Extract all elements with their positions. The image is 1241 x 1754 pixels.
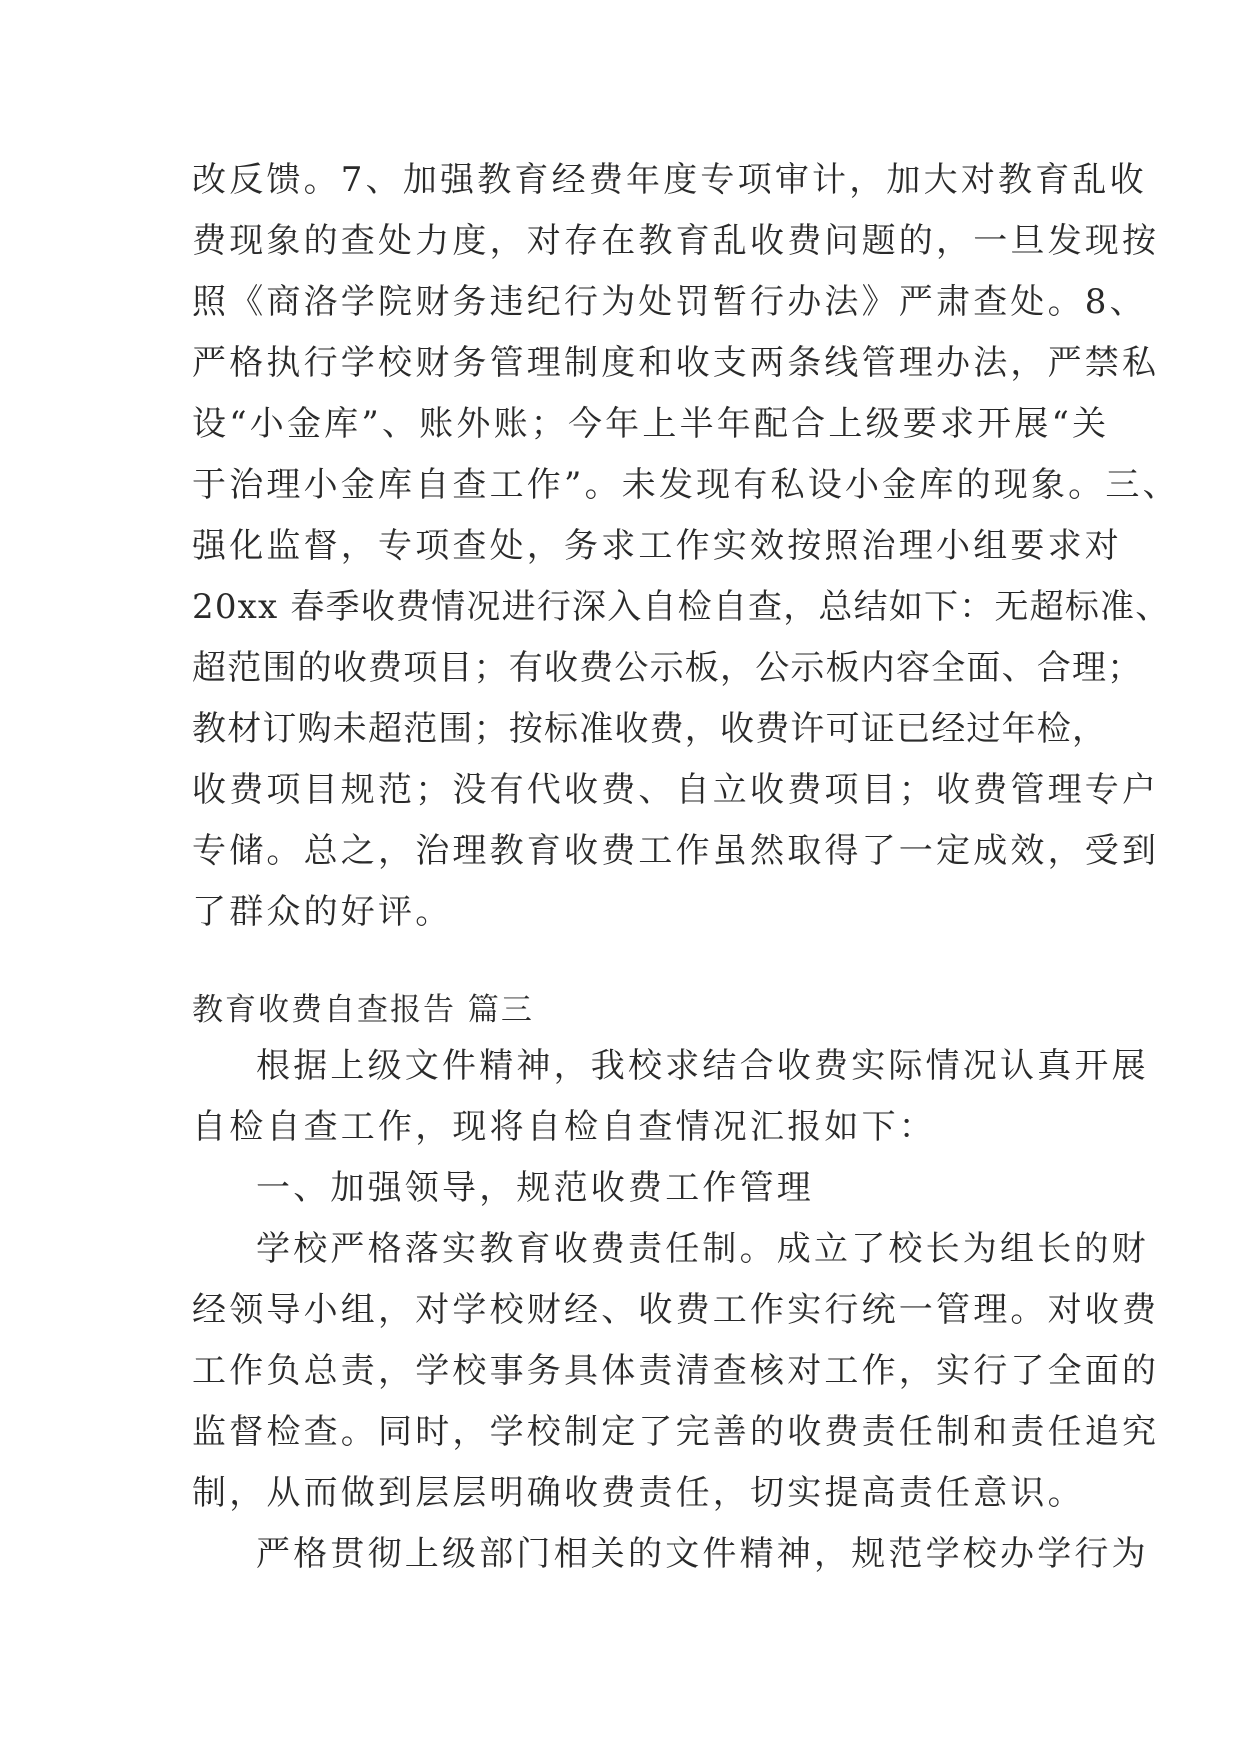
- section-line: 制，从而做到层层明确收费责任，切实提高责任意识。: [192, 1473, 1085, 1513]
- section-line: 监督检查。同时，学校制定了完善的收费责任制和责任追究: [192, 1412, 1160, 1452]
- section-line: 经领导小组，对学校财经、收费工作实行统一管理。对收费: [192, 1290, 1160, 1330]
- body-line: 了群众的好评。: [192, 892, 453, 932]
- body-line: 强化监督，专项查处，务求工作实效按照治理小组要求对: [192, 526, 1122, 566]
- body-line: 设“小金库”、账外账；今年上半年配合上级要求开展“关: [192, 404, 1110, 444]
- section-line: 学校严格落实教育收费责任制。成立了校长为组长的财: [256, 1229, 1149, 1269]
- section-subheading: 一、加强领导，规范收费工作管理: [256, 1168, 814, 1208]
- body-line: 改反馈。7、加强教育经费年度专项审计，加大对教育乱收: [192, 160, 1147, 200]
- body-line: 于治理小金库自查工作”。未发现有私设小金库的现象。三、: [192, 465, 1180, 505]
- body-line: 费现象的查处力度，对存在教育乱收费问题的，一旦发现按: [192, 221, 1160, 261]
- section-line: 工作负总责，学校事务具体责清查核对工作，实行了全面的: [192, 1351, 1160, 1391]
- body-line: 专储。总之，治理教育收费工作虽然取得了一定成效，受到: [192, 831, 1160, 871]
- section-line: 自检自查工作，现将自检自查情况汇报如下：: [192, 1107, 936, 1147]
- body-line: 严格执行学校财务管理制度和收支两条线管理办法，严禁私: [192, 343, 1160, 383]
- body-line: 超范围的收费项目；有收费公示板，公示板内容全面、合理；: [192, 648, 1143, 688]
- body-line: 20xx 春季收费情况进行深入自检自查，总结如下：无超标准、: [192, 587, 1171, 627]
- body-line: 照《商洛学院财务违纪行为处罚暂行办法》严肃查处。8、: [192, 282, 1147, 322]
- body-line: 教材订购未超范围；按标准收费，收费许可证已经过年检，: [192, 709, 1108, 749]
- section-title: 教育收费自查报告 篇三: [192, 992, 534, 1028]
- section-line: 严格贯彻上级部门相关的文件精神，规范学校办学行为: [256, 1534, 1149, 1574]
- body-line: 收费项目规范；没有代收费、自立收费项目；收费管理专户: [192, 770, 1160, 810]
- section-line: 根据上级文件精神，我校求结合收费实际情况认真开展: [256, 1046, 1149, 1086]
